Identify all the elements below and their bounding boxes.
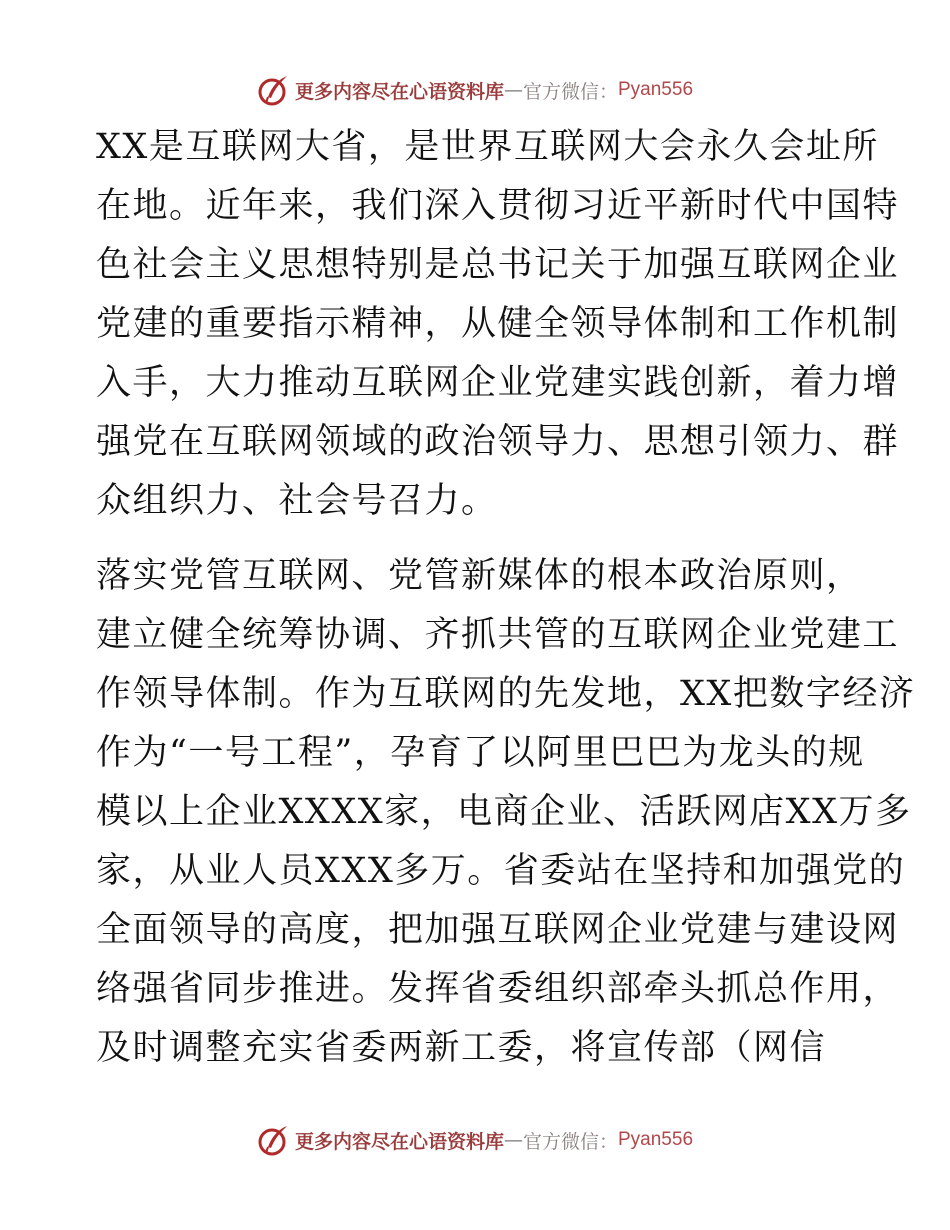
banner-main-text: 更多内容尽在心语资料库	[294, 80, 504, 103]
banner-separator: —	[503, 1129, 523, 1151]
text-line: 众组织力、社会号召力。	[96, 481, 498, 521]
footer-watermark-banner	[0, 1120, 950, 1160]
feather-pen-logo-icon	[257, 73, 291, 107]
document-body	[96, 118, 916, 1078]
text-line: 色社会主义思想特别是总书记关于加强互联网企业	[96, 245, 900, 285]
text-line: 络强省同步推进。发挥省委组织部牵头抓总作用，	[96, 969, 900, 1009]
banner-wechat-id: Pyan556	[618, 79, 694, 100]
text-line: 作领导体制。作为互联网的先发地，XX把数字经济	[96, 674, 916, 714]
banner-wechat-label: 官方微信：	[522, 1130, 618, 1153]
text-line: 模以上企业XXXX家，电商企业、活跃网店XX万多	[96, 792, 912, 832]
header-watermark-banner	[0, 70, 950, 110]
text-line: 强党在互联网领域的政治领导力、思想引领力、群	[96, 422, 900, 462]
text-line: XX是互联网大省，是世界互联网大会永久会址所	[96, 127, 879, 167]
text-line: 落实党管互联网、党管新媒体的根本政治原则，	[96, 556, 863, 596]
paragraph-2	[96, 547, 916, 1078]
banner-main-text: 更多内容尽在心语资料库	[294, 1130, 504, 1153]
feather-pen-logo-icon	[257, 1123, 291, 1157]
text-line: 作为“一号工程”，孕育了以阿里巴巴为龙头的规	[96, 733, 865, 773]
text-line: 建立健全统筹协调、齐抓共管的互联网企业党建工	[96, 615, 900, 655]
banner-separator: —	[503, 79, 523, 101]
paragraph-1	[96, 118, 900, 531]
text-line: 家，从业人员XXX多万。省委站在坚持和加强党的	[96, 851, 906, 891]
text-line: 及时调整充实省委两新工委，将宣传部（网信	[96, 1028, 827, 1068]
banner-wechat-id: Pyan556	[618, 1129, 694, 1150]
text-line: 在地。近年来，我们深入贯彻习近平新时代中国特	[96, 186, 900, 226]
text-line: 党建的重要指示精神，从健全领导体制和工作机制	[96, 304, 900, 344]
text-line: 全面领导的高度，把加强互联网企业党建与建设网	[96, 910, 900, 950]
banner-wechat-label: 官方微信：	[522, 80, 618, 103]
text-line: 入手，大力推动互联网企业党建实践创新，着力增	[96, 363, 900, 403]
